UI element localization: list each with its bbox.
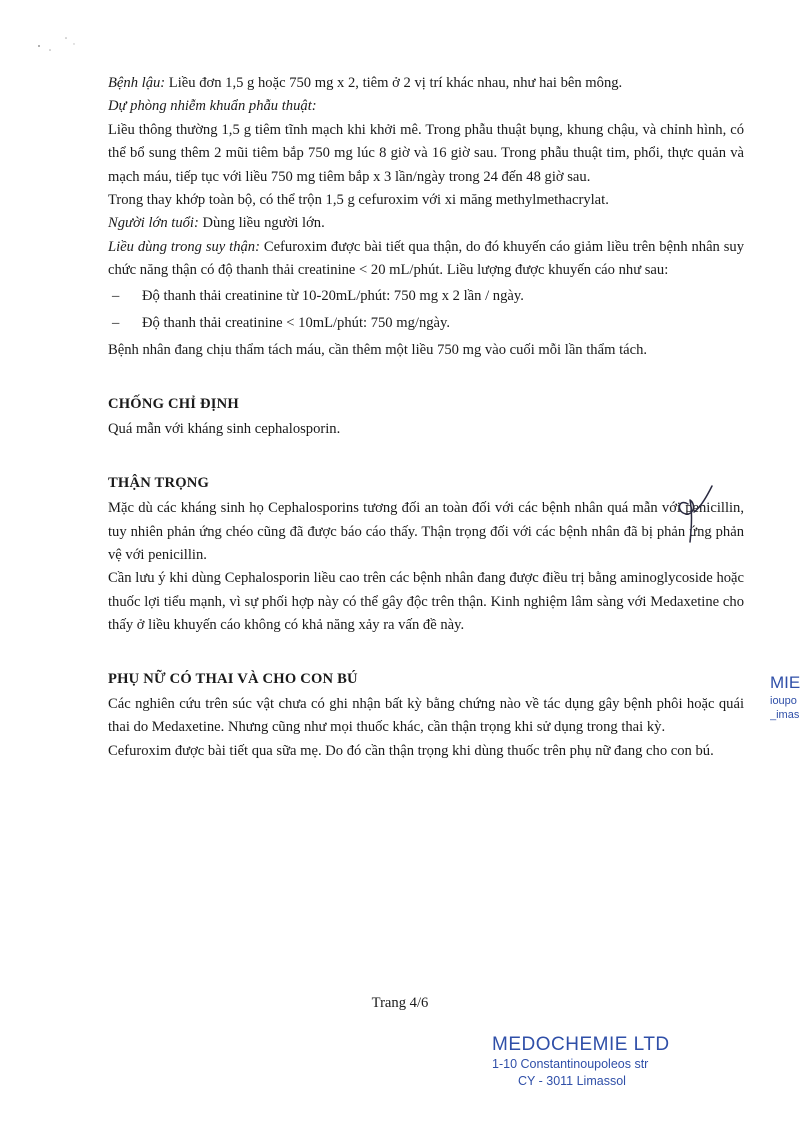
handwritten-signature: [672, 484, 722, 546]
bullet-dash: –: [112, 287, 120, 304]
bullet-text: Độ thanh thải creatinine < 10mL/phút: 750 mg/ngày.: [142, 315, 451, 332]
renal-paragraph: [108, 236, 744, 283]
surgical-text: Liều thông thường 1,5 g tiêm tĩnh mạch khi khởi mê. Trong phẫu thuật bụng, khung chậu, và chỉnh hình, có thể bổ sung thêm 2 mũi tiêm bắp 750 mg lúc 8 giờ và 16 giờ sau. Trong phẫu thuật tim, phổi, thực quản và mạch máu, tiếp tục với liều 750 mg tiêm bắp x 3 lần/ngày trong 24 đến 48 giờ sau.: [108, 121, 744, 185]
gonorrhea-label: Bệnh lậu:: [108, 75, 166, 91]
renal-label: Liều dùng trong suy thận:: [108, 238, 260, 255]
gonorrhea-paragraph: [108, 72, 744, 95]
scan-specks: [30, 30, 90, 60]
stamp-company-name: MEDOCHEMIE LTD: [492, 1034, 670, 1055]
joint-text: Trong thay khớp toàn bộ, có thể trộn 1,5 g cefuroxim với xi măng methylmethacrylat.: [108, 192, 609, 209]
elderly-label: Người lớn tuổi:: [108, 215, 199, 232]
page-number: Trang 4/6: [371, 995, 429, 1011]
edge-stamp-line-1: MIE: [770, 673, 800, 692]
bullet-dash: –: [112, 315, 120, 332]
document-body: [108, 72, 744, 763]
pregnancy-title: PHỤ NỮ CÓ THAI VÀ CHO CON BÚ: [108, 670, 358, 687]
surgical-label: Dự phòng nhiễm khuẩn phẫu thuật:: [108, 98, 317, 115]
elderly-text: Dùng liều người lớn.: [198, 215, 325, 232]
edge-stamp-fragment: [770, 672, 800, 722]
bullet-text: Độ thanh thải creatinine từ 10-20mL/phút: 750 mg x 2 lần / ngày.: [142, 287, 524, 304]
gonorrhea-text: Liều đơn 1,5 g hoặc 750 mg x 2, tiêm ở 2 vị trí khác nhau, như hai bên mông.: [165, 75, 623, 91]
precautions-paragraph-2: Cần lưu ý khi dùng Cephalosporin liều cao trên các bệnh nhân đang được điều trị bằng aminoglycoside hoặc thuốc lợi tiểu mạnh, vì sự phối hợp này có thể gây độc trên thận. Kinh nghiệm lâm sàng với Medaxetine cho thấy ở liều khuyến cáo không có khả năng xảy ra vấn đề này.: [108, 570, 744, 634]
company-stamp: [492, 1034, 682, 1090]
bullet-item: [108, 312, 744, 335]
pregnancy-paragraph-2: Cefuroxim được bài tiết qua sữa mẹ. Do đó cần thận trọng khi dùng thuốc trên phụ nữ đang cho con bú.: [108, 742, 714, 759]
dialysis-text: Bệnh nhân đang chịu thẩm tách máu, cần thêm một liều 750 mg vào cuối mỗi lần thẩm tách.: [108, 342, 648, 359]
precautions-title: THẬN TRỌNG: [108, 474, 210, 491]
stamp-address-line-2: CY - 3011 Limassol: [518, 1074, 626, 1088]
edge-stamp-line-3: _imas: [770, 709, 800, 721]
pregnancy-paragraph-1: Các nghiên cứu trên súc vật chưa có ghi nhận bất kỳ bằng chứng nào về tác dụng gây bệnh phôi hoặc quái thai do Medaxetine. Nhưng cũng như mọi thuốc khác, cần thận trọng khi sử dụng trong thai kỳ.: [108, 695, 744, 736]
bullet-item: [108, 285, 744, 308]
contraindications-title: CHỐNG CHỈ ĐỊNH: [108, 395, 239, 412]
stamp-address-line-1: 1-10 Constantinoupoleos str: [492, 1057, 649, 1071]
contraindications-text: Quá mẫn với kháng sinh cephalosporin.: [108, 421, 341, 438]
edge-stamp-line-2: ioupo: [770, 695, 797, 707]
precautions-paragraph-1: Mặc dù các kháng sinh họ Cephalosporins tương đối an toàn đối với các bệnh nhân quá mẫn với penicillin, tuy nhiên phản ứng chéo cũng đã được báo cáo thấy. Thận trọng đối với các bệnh nhân đã bị phản ứng phản vệ với penicillin.: [108, 500, 744, 563]
renal-text: Cefuroxim được bài tiết qua thận, do đó khuyến cáo giảm liều trên bệnh nhân suy chức năng thận có độ thanh thải creatinine < 20 mL/phút. Liều lượng được khuyến cáo như sau:: [108, 238, 745, 279]
elderly-paragraph: [108, 212, 744, 235]
